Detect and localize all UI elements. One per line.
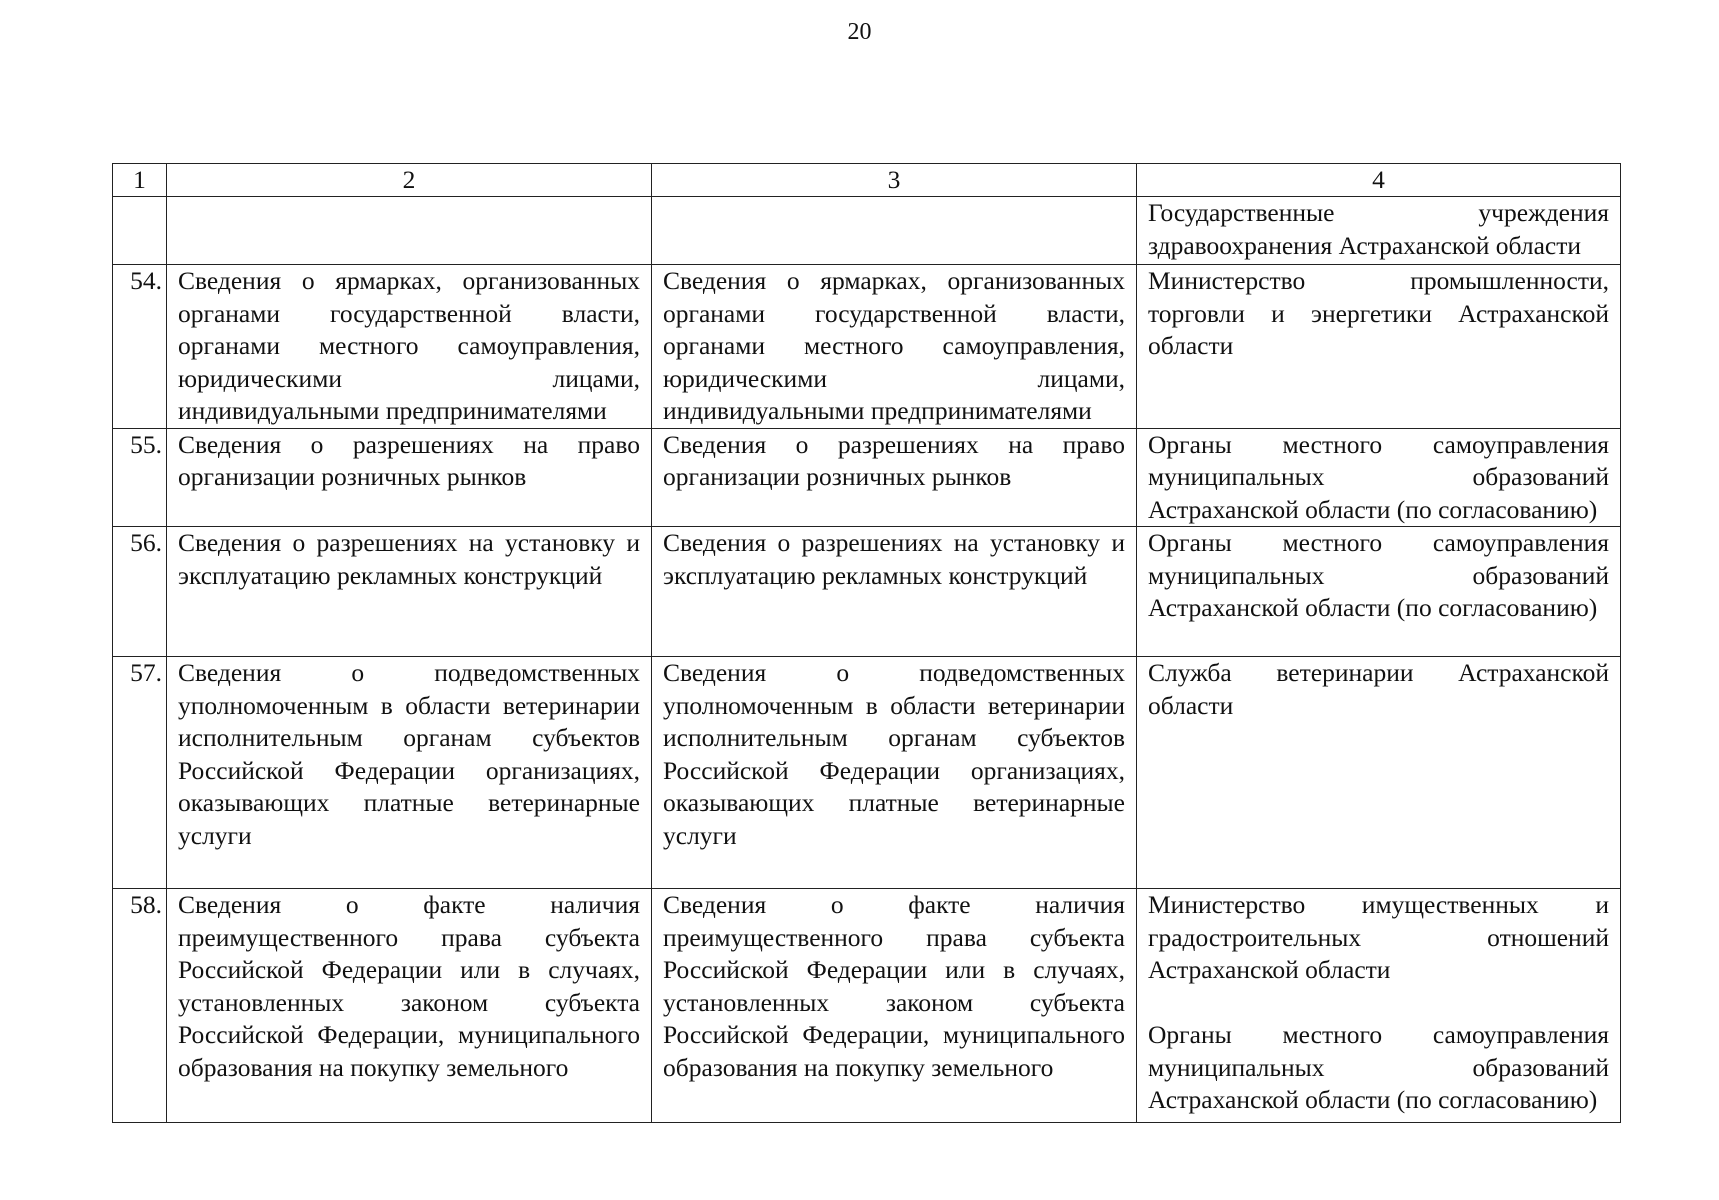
table-header-row (113, 164, 1621, 197)
information-cell: Сведения о разрешениях на установку и эксплуатацию рекламных конструкций (167, 527, 652, 657)
page-number: 20 (847, 19, 872, 45)
table-row-continuation (113, 197, 1621, 265)
information-cell (167, 197, 652, 265)
provider-cell: Сведения о ярмарках, организованных органами государственной власти, органами местного самоуправления, юридическими лицами, индивидуальными предпринимателями (652, 265, 1137, 429)
provider-cell: Сведения о разрешениях на право организации розничных рынков (652, 428, 1137, 527)
column-number-header: 4 (1137, 164, 1621, 197)
column-number-header: 2 (167, 164, 652, 197)
row-number-cell: 57. (113, 657, 167, 889)
provider-cell: Сведения о факте наличия преимущественного права субъекта Российской Федерации или в случаях, установленных законом субъекта Российской Федерации, муниципального образования на покупку земельного (652, 889, 1137, 1123)
responsible-body-cell (1137, 657, 1621, 889)
responsible-body-text: Органы местного самоуправления муниципальных образований Астраханской области (по согласованию) (1148, 1020, 1609, 1114)
row-number-cell: 56. (113, 527, 167, 657)
provider-cell: Сведения о подведомственных уполномоченным в области ветеринарии исполнительным органам субъектов Российской Федерации организациях, оказывающих платные ветеринарные услуги (652, 657, 1137, 889)
responsible-body-text: Служба ветеринарии Астраханской области (1148, 658, 1609, 720)
row-number-cell: 54. (113, 265, 167, 429)
table-row (113, 265, 1621, 429)
provider-cell (652, 197, 1137, 265)
column-number-header: 3 (652, 164, 1137, 197)
column-number-header: 1 (113, 164, 167, 197)
information-cell: Сведения о ярмарках, организованных органами государственной власти, органами местного самоуправления, юридическими лицами, индивидуальными предпринимателями (167, 265, 652, 429)
responsible-body-text: Министерство промышленности, торговли и энергетики Астраханской области (1148, 266, 1609, 360)
table-row (113, 527, 1621, 657)
table-row (113, 889, 1621, 1123)
responsible-body-text: Министерство имущественных и градостроительных отношений Астраханской области (1148, 890, 1609, 984)
information-cell: Сведения о факте наличия преимущественного права субъекта Российской Федерации или в случаях, установленных законом субъекта Российской Федерации, муниципального образования на покупку земельного (167, 889, 652, 1123)
data-table (112, 163, 1621, 1123)
information-cell: Сведения о подведомственных уполномоченным в области ветеринарии исполнительным органам субъектов Российской Федерации организациях, оказывающих платные ветеринарные услуги (167, 657, 652, 889)
responsible-body-cell (1137, 527, 1621, 657)
information-cell: Сведения о разрешениях на право организации розничных рынков (167, 428, 652, 527)
responsible-body-cell (1137, 428, 1621, 527)
table-row (113, 428, 1621, 527)
responsible-body-text: Органы местного самоуправления муниципальных образований Астраханской области (по согласованию) (1148, 429, 1609, 524)
row-number-cell: 55. (113, 428, 167, 527)
table-row (113, 657, 1621, 889)
responsible-body-cell (1137, 889, 1621, 1123)
responsible-body-cell (1137, 265, 1621, 429)
row-number-cell: 58. (113, 889, 167, 1123)
responsible-body-cell: Государственные учреждения здравоохранения Астраханской области (1137, 197, 1621, 265)
row-number-cell (113, 197, 167, 265)
responsible-body-text: Органы местного самоуправления муниципальных образований Астраханской области (по согласованию) (1148, 528, 1609, 622)
provider-cell: Сведения о разрешениях на установку и эксплуатацию рекламных конструкций (652, 527, 1137, 657)
